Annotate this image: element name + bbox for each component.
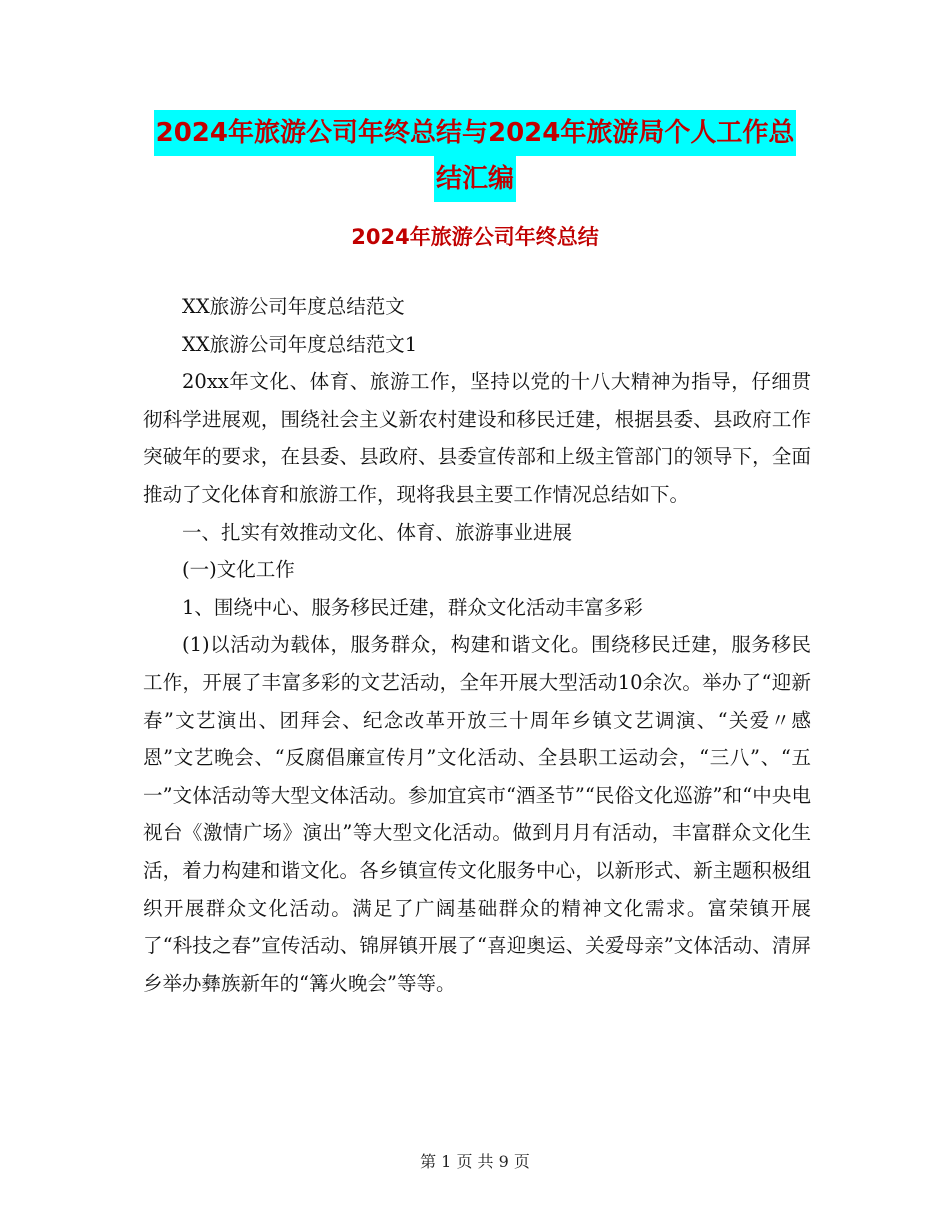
paragraph-2: XX旅游公司年度总结范文1	[182, 332, 418, 356]
paragraph-7: (1)以活动为载体，服务群众，构建和谐文化。围绕移民迁建，服务移民工作，开展了丰富多彩的文艺活动，全年开展大型活动10余次。举办了“迎新春”文艺演出、团拜会、纪念改革开放三十周年乡镇文艺调演、“关爱〃感恩”文艺晚会、“反腐倡廉宣传月”文化活动、全县职工运动会，“三八”、“五一”文体活动等大型文体活动。参加宜宾市“酒圣节”“民俗文化巡游”和“中央电视台《激情广场》演出”等大型文化活动。做到月月有活动，丰富群众文化生活，着力构建和谐文化。各乡镇宣传文化服务中心，以新形式、新主题积极组织开展群众文化活动。满足了广阔基础群众的精神文化需求。富荣镇开展了“科技之春”宣传活动、锦屏镇开展了“喜迎奥运、关爱母亲”文体活动、清屏乡举办彝族新年的“篝火晚会”等等。	[143, 633, 811, 995]
paragraph-3: 20xx年文化、体育、旅游工作，坚持以党的十八大精神为指导，仔细贯彻科学进展观，围绕社会主义新农村建设和移民迁建，根据县委、县政府工作突破年的要求，在县委、县政府、县委宣传部和上级主管部门的领导下，全面推动了文化体育和旅游工作，现将我县主要工作情况总结如下。	[143, 370, 811, 506]
document-title-line-1: 2024年旅游公司年终总结与2024年旅游局个人工作总	[154, 110, 797, 156]
section-title: 2024年旅游公司年终总结	[351, 225, 599, 249]
document-title	[0, 110, 950, 202]
page-footer: 第 1 页 共 9 页	[420, 1152, 530, 1171]
document-body	[143, 288, 811, 1002]
paragraph-6: 1、围绕中心、服务移民迁建，群众文化活动丰富多彩	[182, 595, 643, 619]
document-title-line-2: 结汇编	[434, 156, 516, 202]
paragraph-5: (一)文化工作	[182, 558, 295, 582]
paragraph-1: XX旅游公司年度总结范文	[182, 295, 405, 318]
paragraph-4: 一、扎实有效推动文化、体育、旅游事业进展	[182, 520, 573, 544]
